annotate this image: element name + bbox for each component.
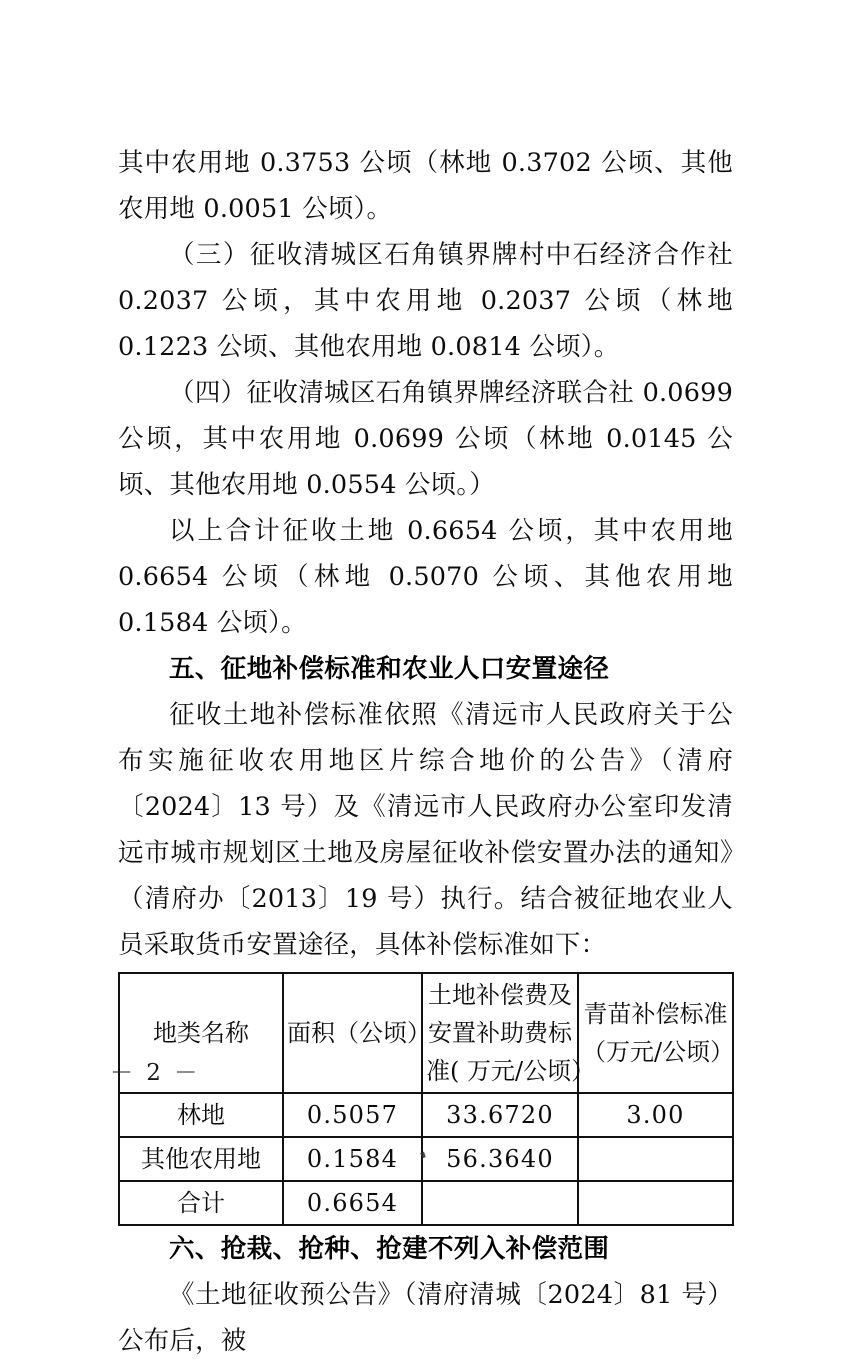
- section-heading-six: 六、抢栽、抢种、抢建不列入补偿范围: [169, 1234, 610, 1264]
- column-header-crop-compensation-standard: [578, 973, 733, 1093]
- cell-land-type: 其他农用地: [119, 1137, 283, 1181]
- table-header-row: [119, 973, 733, 1093]
- header-lines-area: 面积（公顷）: [287, 1019, 431, 1047]
- cell-crop-compensation-standard: [578, 1181, 733, 1225]
- page-number: － 2 －: [110, 1060, 201, 1086]
- compensation-table-wrapper: [118, 972, 735, 1226]
- cell-area: 0.1584: [283, 1137, 422, 1181]
- cell-crop-compensation-standard: 3.00: [578, 1093, 733, 1137]
- cell-area: 0.6654: [283, 1181, 422, 1225]
- table-body: [119, 1093, 733, 1225]
- paragraph-compensation-basis: 征收土地补偿标准依照《清远市人民政府关于公布实施征收农用地区片综合地价的公告》（清府〔2024〕13 号）及《清远市人民政府办公室印发清远市城市规划区土地及房屋征收补偿安置办法的通知》（清府办〔2013〕19 号）执行。结合被征地农业人员采取货币安置途径，具体补偿标准如下：: [118, 700, 733, 960]
- paragraph-item4: （四）征收清城区石角镇界牌经济联合社 0.0699 公顷，其中农用地 0.0699 公顷（林地 0.0145 公顷、其他农用地 0.0554 公顷。）: [118, 378, 733, 500]
- header-lines-land-type: 地类名称: [153, 1019, 249, 1047]
- section-heading-five: 五、征地补偿标准和农业人口安置途径: [169, 654, 610, 684]
- paragraph-item2-continued: 其中农用地 0.3753 公顷（林地 0.3702 公顷、其他农用地 0.0051 公顷）。: [118, 148, 733, 224]
- document-body: [118, 140, 733, 1364]
- cell-land-compensation-fee: 33.6720: [422, 1093, 578, 1137]
- paragraph-item3: （三）征收清城区石角镇界牌村中石经济合作社 0.2037 公顷，其中农用地 0.2037 公顷（林地 0.1223 公顷、其他农用地 0.0814 公顷）。: [118, 240, 733, 362]
- header-lines-crop-compensation-standard: 青苗补偿标准 （万元/公顷）: [582, 1000, 735, 1066]
- paragraph-pre-announcement: 《土地征收预公告》（清府清城〔2024〕81 号）公布后，被: [118, 1280, 733, 1356]
- column-header-land-compensation-fee: [422, 973, 596, 1093]
- column-header-area: [283, 973, 431, 1093]
- compensation-standards-table: [118, 972, 734, 1226]
- cell-area: 0.5057: [283, 1093, 422, 1137]
- paragraph-total-area: 以上合计征收土地 0.6654 公顷，其中农用地 0.6654 公顷（林地 0.5070 公顷、其他农用地 0.1584 公顷）。: [118, 516, 733, 638]
- table-row: [119, 1093, 733, 1137]
- cell-land-compensation-fee: 56.3640: [422, 1137, 578, 1181]
- cell-land-compensation-fee: [422, 1181, 578, 1225]
- table-row: [119, 1181, 733, 1225]
- cell-land-type: 合计: [119, 1181, 283, 1225]
- table-row: [119, 1137, 733, 1181]
- header-lines-land-compensation-fee: 土地补偿费及 安置补助费标 准( 万元/公顷）: [426, 981, 596, 1085]
- cell-land-type: 林地: [119, 1093, 283, 1137]
- cell-crop-compensation-standard: [578, 1137, 733, 1181]
